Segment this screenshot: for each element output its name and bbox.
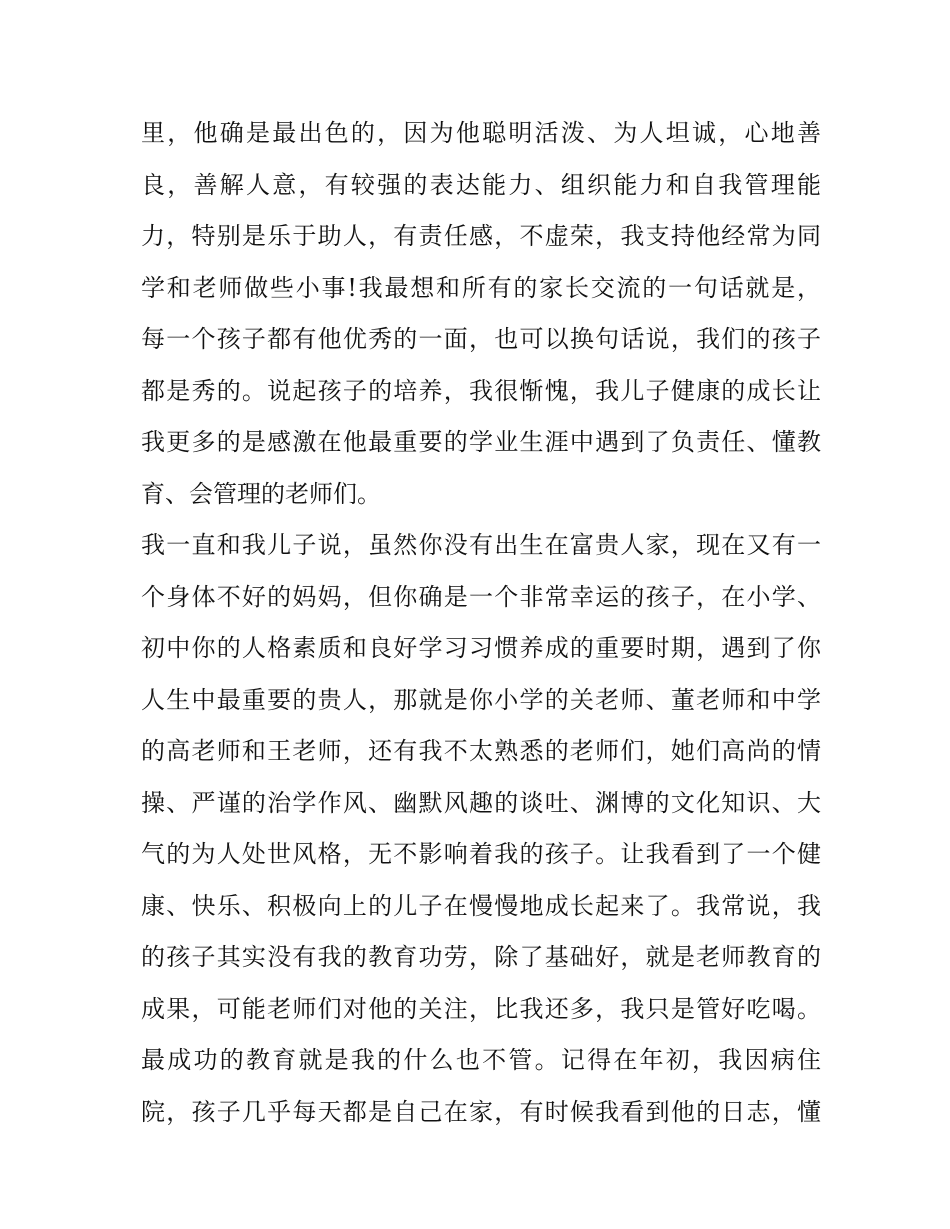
text-line: 力，特别是乐于助人，有责任感，不虚荣，我支持他经常为同 [141,222,821,250]
body-text [141,108,821,1138]
text-line: 操、严谨的治学作风、幽默风趣的谈吐、渊博的文化知识、大 [141,788,821,817]
text-line: 我一直和我儿子说，虽然你没有出生在富贵人家，现在又有一 [141,531,821,559]
text-line: 人生中最重要的贵人，那就是你小学的关老师、董老师和中学 [141,685,821,714]
text-line: 初中你的人格素质和良好学习习惯养成的重要时期，遇到了你 [141,634,821,662]
text-line: 气的为人处世风格，无不影响着我的孩子。让我看到了一个健 [141,840,821,868]
text-line: 都是秀的。说起孩子的培养，我很惭愧，我儿子健康的成长让 [141,376,821,405]
text-line: 最成功的教育就是我的什么也不管。记得在年初，我因病住 [141,1046,821,1074]
text-line: 良，善解人意，有较强的表达能力、组织能力和自我管理能 [141,170,821,199]
text-line: 的孩子其实没有我的教育功劳，除了基础好，就是老师教育的 [141,943,821,971]
text-line: 里，他确是最出色的，因为他聪明活泼、为人坦诚，心地善 [141,119,821,147]
text-line: 的高老师和王老师，还有我不太熟悉的老师们，她们高尚的情 [141,737,821,765]
text-line: 育、会管理的老师们。 [141,479,381,508]
text-line: 成果，可能老师们对他的关注，比我还多，我只是管好吃喝。 [141,994,821,1023]
text-line: 康、快乐、积极向上的儿子在慢慢地成长起来了。我常说，我 [141,891,821,920]
text-line: 我更多的是感激在他最重要的学业生涯中遇到了负责任、懂教 [141,428,821,456]
text-line: 学和老师做些小事!我最想和所有的家长交流的一句话就是， [141,273,821,302]
text-line: 每一个孩子都有他优秀的一面，也可以换句话说，我们的孩子 [141,325,821,353]
text-line: 个身体不好的妈妈，但你确是一个非常幸运的孩子，在小学、 [141,582,821,611]
text-line: 院，孩子几乎每天都是自己在家，有时候我看到他的日志，懂 [141,1097,821,1126]
